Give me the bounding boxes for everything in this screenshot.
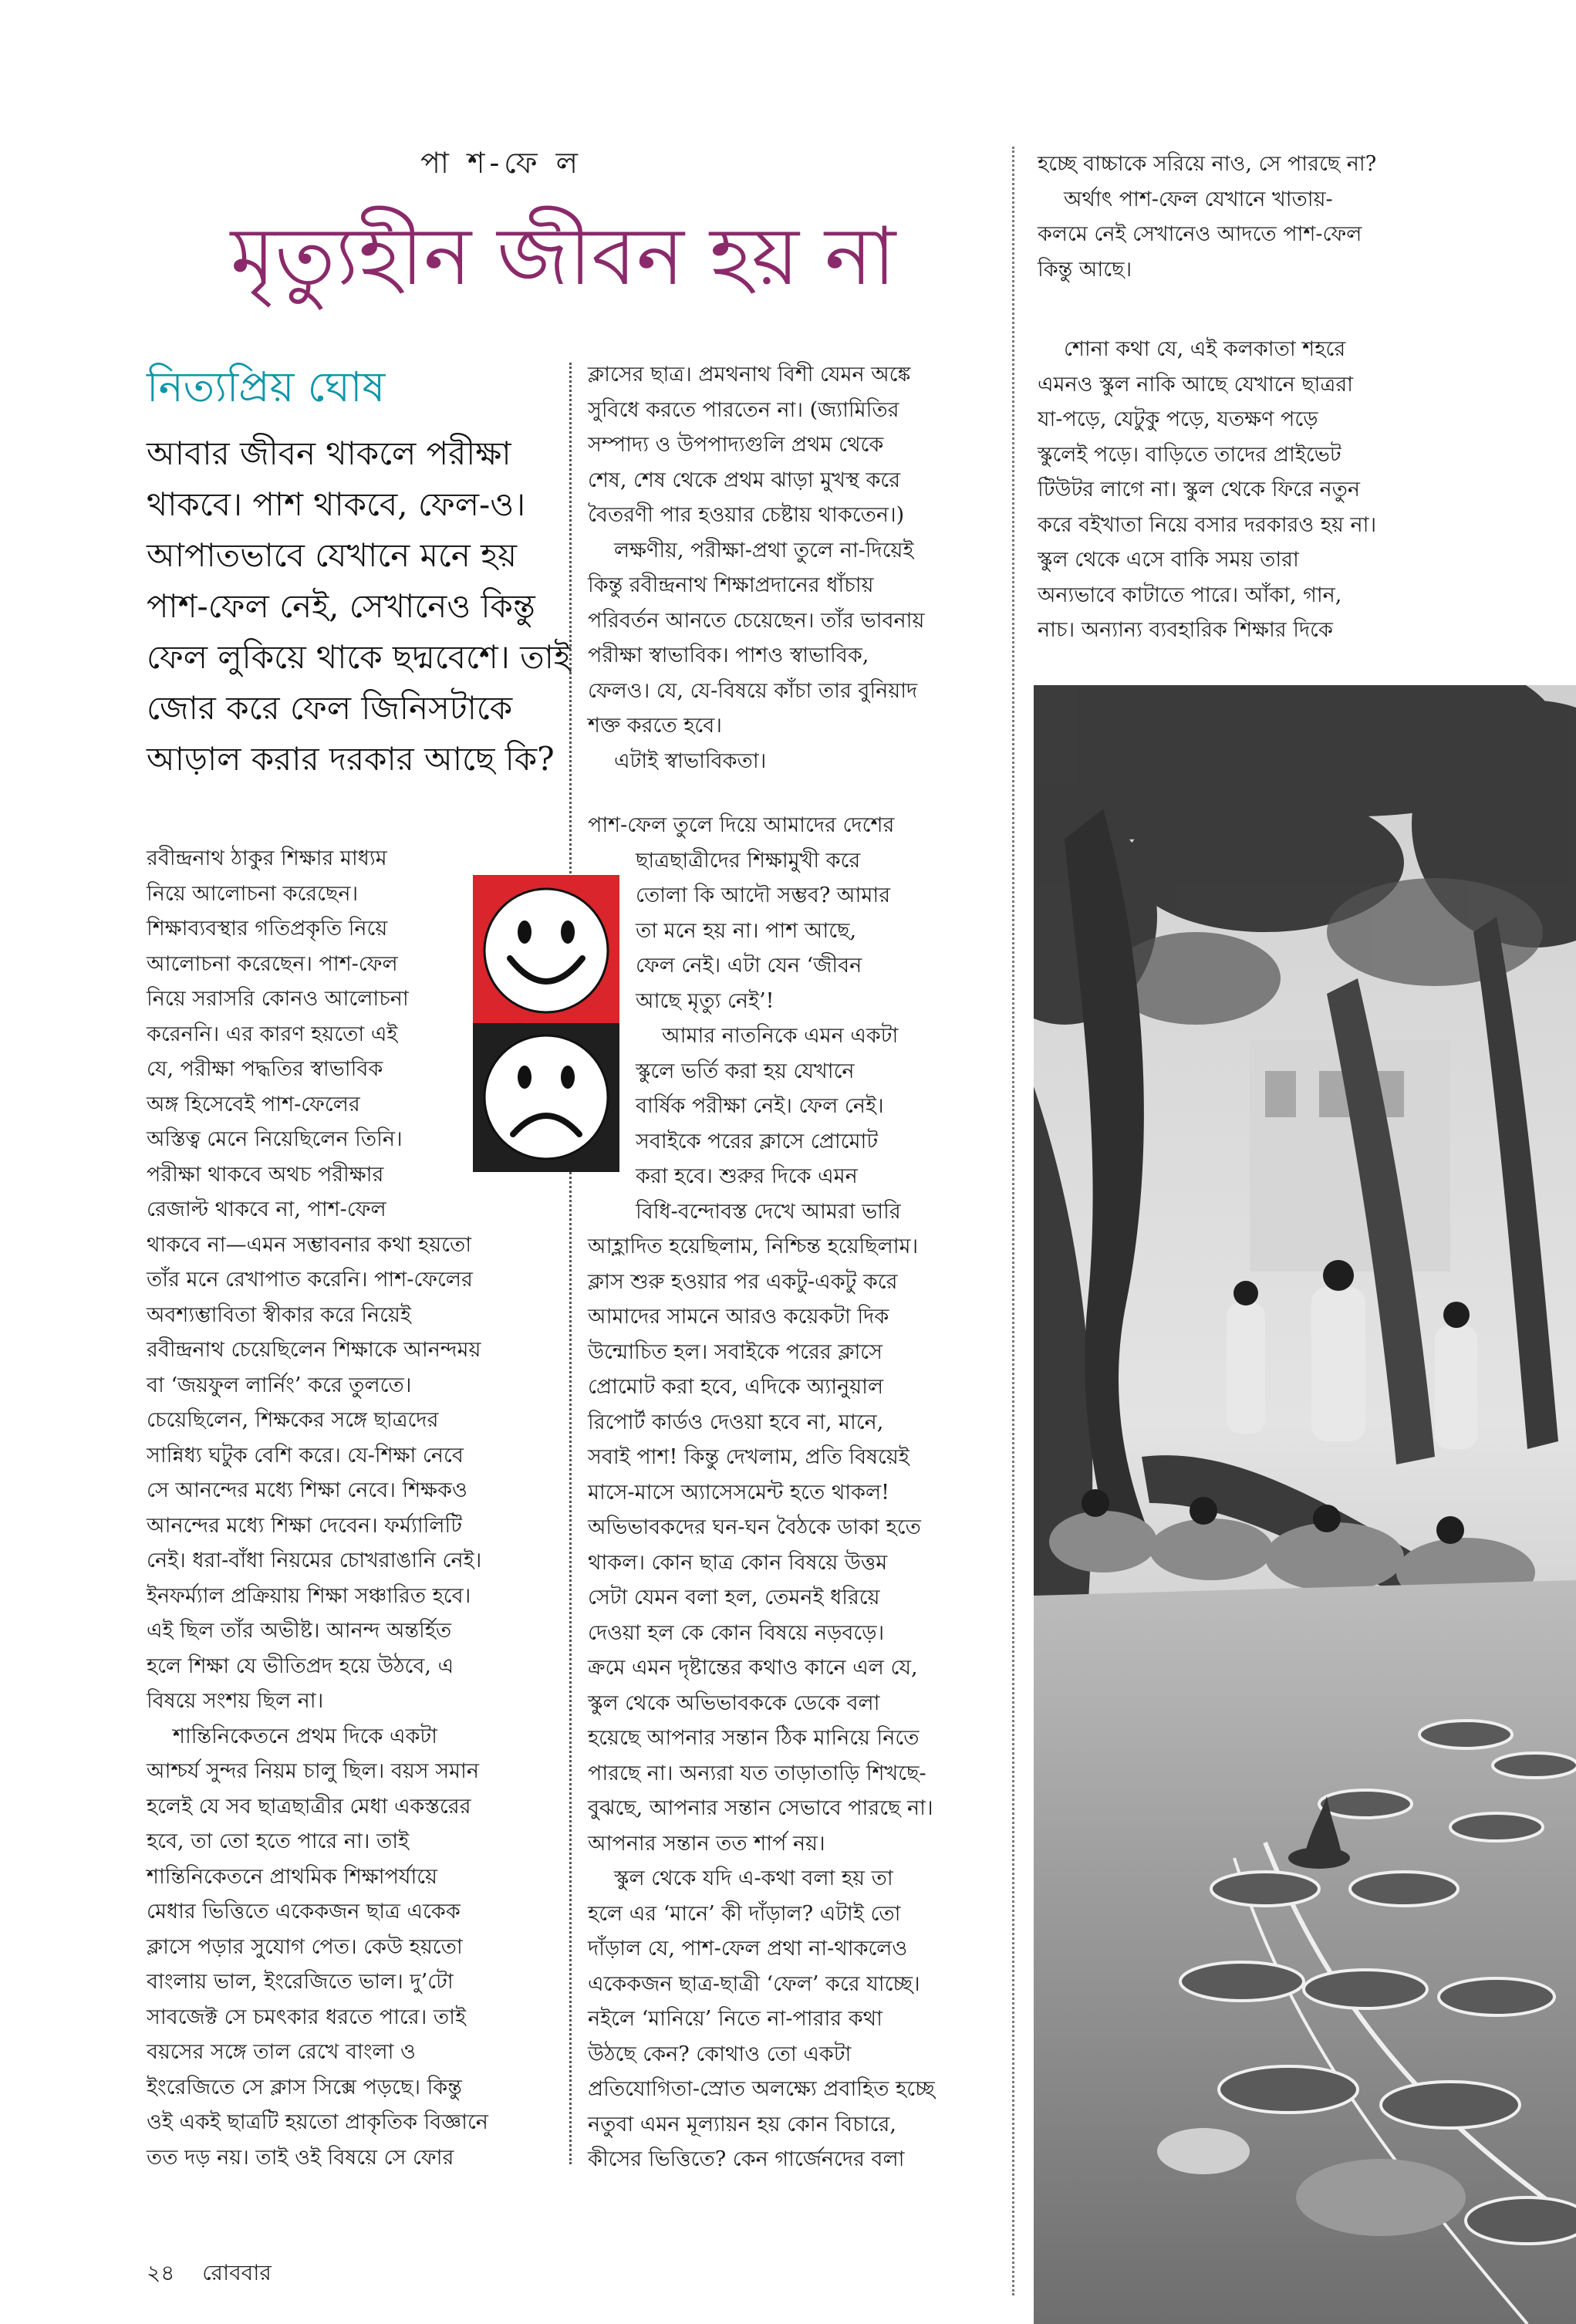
column3-paragraph-3: শোনা কথা যে, এই কলকাতা শহরে এমনও স্কুল নাকি আছে যেখানে ছাত্ররা যা-পড়ে, যেটুকু পড়ে, যতক্ষণ পড়ে স্কুলেই পড়ে। বাড়িতে তাদের প্রাইভেট টিউটর লাগে না। স্কুল থেকে ফিরে নতুন করে বইখাতা নিয়ে বসার দরকারও হয় না। স্কুল থেকে এসে বাকি সময় তারা অন্যভাবে কাটাতে পারে। আঁকা, গান, নাচ। অন্যান্য ব্যবহারিক শিক্ষার দিকে xyxy=(1038,337,1377,642)
column1-paragraph-1: রবীন্দ্রনাথ ঠাকুর শিক্ষার মাধ্যম নিয়ে আলোচনা করেছেন। শিক্ষাব্যবস্থার গতিপ্রকৃতি নিয়ে আলোচনা করেছেন। পাশ-ফেল নিয়ে সরাসরি কোনও আলোচনা করেননি। এর কারণ হয়তো এই যে, পরীক্ষা পদ্ধতির স্বাভাবিক অঙ্গ হিসেবেই পাশ-ফেলের অস্তিত্ব মেনে নিয়েছিলেন তিনি। পরীক্ষা থাকবে অথচ পরীক্ষার রেজাল্ট থাকবে না, পাশ-ফেল থাকবে না—এমন সম্ভাবনার কথা হয়তো তাঁর মনে রেখাপাত করেনি। পাশ-ফেলের অবশ্যম্ভাবিতা স্বীকার করে নিয়েই রবীন্দ্রনাথ চেয়েছিলেন শিক্ষাকে আনন্দময় বা ‘জয়ফুল লার্নিং’ করে তুলতে। চেয়েছিলেন, শিক্ষকের সঙ্গে ছাত্রদের সান্নিধ্য ঘটুক বেশি করে। যে-শিক্ষা নেবে সে আনন্দের মধ্যে শিক্ষা নেবে। শিক্ষকও আনন্দের মধ্যে শিক্ষা দেবেন। ফর্ম্যালিটি নেই। ধরা-বাঁধা নিয়মের চোখরাঙানি নেই। ইনফর্ম্যাল প্রক্রিয়ায় শিক্ষা সঞ্চারিত হবে। এই ছিল তাঁর অভীষ্ট। আনন্দ অন্তর্হিত হলে শিক্ষা যে ভীতিপ্রদ হয়ে উঠবে, এ বিষয়ে সংশয় ছিল না। xyxy=(147,846,482,1713)
photo-open-air-class-under-trees xyxy=(1034,685,1576,2324)
column2-paragraph-7: স্কুল থেকে যদি এ-কথা বলা হয় তা হলে এর ‘মানে’ কী দাঁড়াল? এটাই তো দাঁড়াল যে, পাশ-ফেল প্রথা না-থাকলেও একেকজন ছাত্র-ছাত্রী ‘ফেল’ করে যাচ্ছে। নইলে ‘মানিয়ে’ নিতে না-পারার কথা উঠছে কেন? কোথাও তো একটা প্রতিযোগিতা-স্রোত অলক্ষ্যে প্রবাহিত হচ্ছে নতুবা এমন মূল্যায়ন হয় কোন বিচারে, কীসের ভিত্তিতে? কেন গার্জেনদের বলা xyxy=(588,1866,935,2171)
article-column-3 xyxy=(1038,147,1458,648)
column1-paragraph-2: শান্তিনিকেতনে প্রথম দিকে একটা আশ্চর্য সুন্দর নিয়ম চালু ছিল। বয়স সমান হলেই যে সব ছাত্রছাত্রীর মেধা একস্তরের হবে, তা তো হতে পারে না। তাই শান্তিনিকেতনে প্রাথমিক শিক্ষাপর্যায়ে মেধার ভিত্তিতে একেকজন ছাত্র একেক ক্লাসে পড়ার সুযোগ পেত। কেউ হয়তো বাংলায় ভাল, ইংরেজিতে ভাল। দু’টো সাবজেক্ট সে চমৎকার ধরতে পারে। তাই বয়সের সঙ্গে তাল রেখে বাংলা ও ইংরেজিতে সে ক্লাস সিক্সে পড়ছে। কিন্তু ওই একই ছাত্রটি হয়তো প্রাকৃতিক বিজ্ঞানে তত দড় নয়। তাই ওই বিষয়ে সে ফোর xyxy=(147,1724,488,2170)
column2-paragraph-3: এটাই স্বাভাবিকতা। xyxy=(614,748,767,773)
emoticons xyxy=(473,875,619,1172)
sad-face-icon xyxy=(484,1035,608,1159)
photograph xyxy=(1034,685,1576,2324)
column2-paragraph-4-lead: পাশ-ফেল তুলে দিয়ে আমাদের দেশের xyxy=(588,813,895,837)
column3-paragraph-2: অর্থাৎ পাশ-ফেল যেখানে খাতায়- কলমে নেই সেখানেও আদতে পাশ-ফেল কিন্তু আছে। xyxy=(1038,187,1362,282)
section-label: পা শ-ফে ল xyxy=(420,146,582,180)
column2-paragraph-4: ছাত্রছাত্রীদের শিক্ষামুখী করে তোলা কি আদৌ সম্ভব? আমার তা মনে হয় না। পাশ আছে, ফেল নেই। এটা যেন ‘জীবন আছে মৃত্যু নেই’! xyxy=(636,848,891,1013)
headline: মৃত্যুহীন জীবন হয় না xyxy=(230,209,896,303)
column2-paragraph-6: আহ্লাদিত হয়েছিলাম, নিশ্চিন্ত হয়েছিলাম। ক্লাস শুরু হওয়ার পর একটু-একটু করে আমাদের সামনে আরও কয়েকটা দিক উন্মোচিত হল। সবাইকে পরের ক্লাসে প্রোমোট করা হবে, এদিকে অ্যানুয়াল রিপোর্ট কার্ডও দেওয়া হবে না, মানে, সবাই পাশ! কিন্তু দেখলাম, প্রতি বিষয়েই মাসে-মাসে অ্যাসেসমেন্ট হতে থাকল! অভিভাবকদের ঘন-ঘন বৈঠকে ডাকা হতে থাকল। কোন ছাত্র কোন বিষয়ে উত্তম সেটা যেমন বলা হল, তেমনই ধরিয়ে দেওয়া হল কে কোন বিষয়ে নড়বড়ে। ক্রমে এমন দৃষ্টান্তের কথাও কানে এল যে, স্কুল থেকে অভিভাবককে ডেকে বলা হয়েছে আপনার সন্তান ঠিক মানিয়ে নিতে পারছে না। অন্যরা যত তাড়াতাড়ি শিখছে- বুঝছে, আপনার সন্তান সেভাবে পারছে না। আপনার সন্তান তত শার্প নয়। xyxy=(588,1235,933,1856)
smiley-face-icon xyxy=(484,889,608,1012)
pass-fail-emoticon-graphic xyxy=(473,875,619,1172)
author-byline: নিত্যপ্রিয় ঘোষ xyxy=(147,363,386,411)
intro-standfirst: আবার জীবন থাকলে পরীক্ষা থাকবে। পাশ থাকবে, ফেল-ও। আপাতভাবে যেখানে মনে হয় পাশ-ফেল নেই, সেখানেও কিন্তু ফেল লুকিয়ে থাকে ছদ্মবেশে। তাই জোর করে ফেল জিনিসটাকে আড়াল করার দরকার আছে কি? xyxy=(147,434,571,778)
column-divider-1 xyxy=(569,363,572,2164)
page-number: ২৪ xyxy=(147,2260,175,2285)
magazine-name: রোববার xyxy=(202,2260,272,2285)
column2-paragraph-5: আমার নাতনিকে এমন একটা স্কুলে ভর্তি করা হয় যেখানে বার্ষিক পরীক্ষা নেই। ফেল নেই। সবাইকে পরের ক্লাসে প্রোমোট করা হবে। শুরুর দিকে এমন বিধি-বন্দোবস্ত দেখে আমরা ভারি xyxy=(636,1024,901,1224)
page-footer xyxy=(147,2256,272,2292)
column3-paragraph-1: হচ্ছে বাচ্চাকে সরিয়ে নাও, সে পারছে না? xyxy=(1038,152,1377,176)
article-column-2 xyxy=(588,357,993,2177)
column-divider-2 xyxy=(1012,147,1014,2295)
column2-paragraph-2: লক্ষণীয়, পরীক্ষা-প্রথা তুলে না-দিয়েই কিন্তু রবীন্দ্রনাথ শিক্ষাপ্রদানের ধাঁচায় পরিবর্তন আনতে চেয়েছেন। তাঁর ভাবনায় পরীক্ষা স্বাভাবিক। পাশও স্বাভাবিক, ফেলও। যে, যে-বিষয়ে কাঁচা তার বুনিয়াদ শক্ত করতে হবে। xyxy=(588,538,925,738)
column2-paragraph-1: ক্লাসের ছাত্র। প্রমথনাথ বিশী যেমন অঙ্কে সুবিধে করতে পারতেন না। (জ্যামিতির সম্পাদ্য ও উপপাদ্যগুলি প্রথম থেকে শেষ, শেষ থেকে প্রথম ঝাড়া মুখস্থ করে বৈতরণী পার হওয়ার চেষ্টায় থাকতেন।) xyxy=(588,363,911,527)
